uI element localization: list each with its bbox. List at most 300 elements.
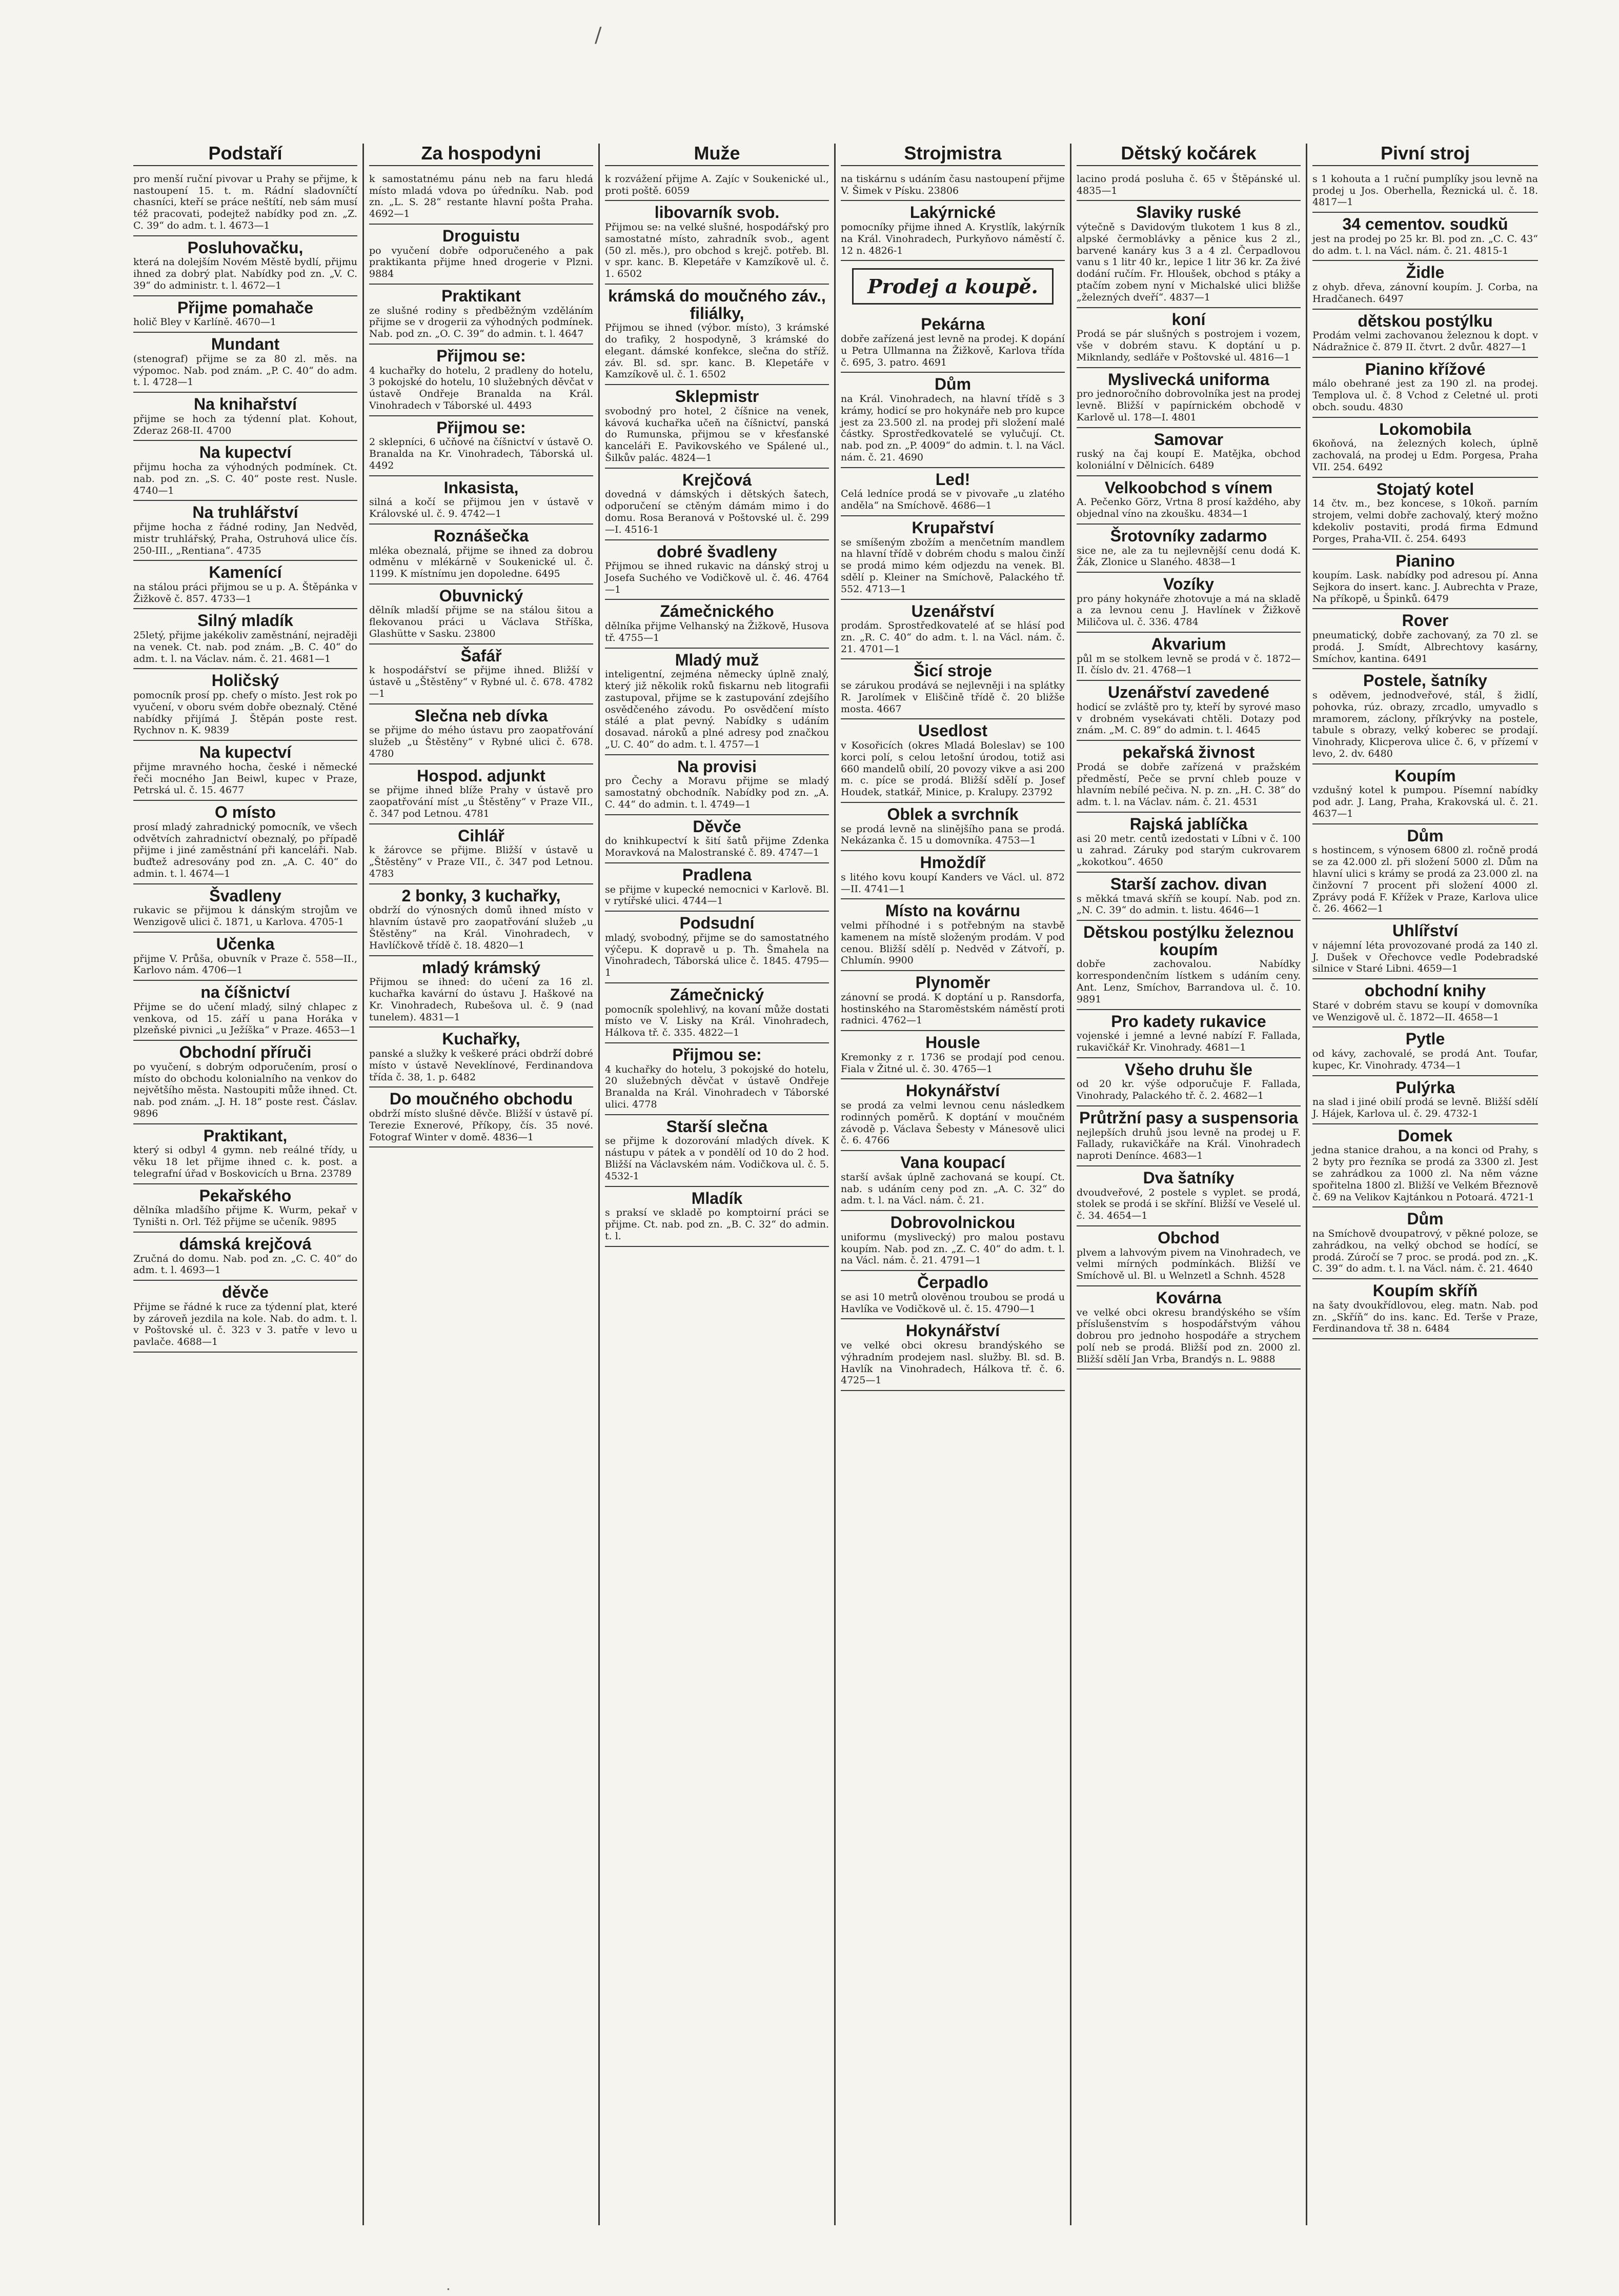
ad-heading: Hospod. adjunkt — [417, 766, 545, 785]
ad-text: 4 kuchařky do hotelu, 3 pokojské do hotelu, 20 služebných děvčat v ústavě Ondřeje Branalda na Král. Vinohradech v Táborské ulici. 4778 — [605, 1063, 829, 1110]
ad-heading: Usedlost — [918, 721, 988, 740]
column-heading: Podstaří — [133, 144, 357, 166]
classified-ad — [1312, 824, 1538, 919]
ad-text: obdrží do výnosných domů ihned místo v hlavním ústavě pro zaopatřování služeb „u Štěstěny“ na Král. Vinohradech, v Havlíčkově třídě č. 18. 4820—1 — [369, 904, 593, 951]
ad-text: Prodá se pár slušných s postrojem i vozem, vše v dobrém stavu. K doptání u p. Miknlandy, sedláře v Poštovské ul. 4816—1 — [1077, 328, 1301, 363]
ad-heading: Šrotovníky zadarmo — [1110, 526, 1267, 545]
classified-ad — [369, 525, 593, 585]
ad-heading: krámská do moučného záv., filiálky, — [608, 286, 826, 323]
classified-ad — [1077, 308, 1301, 368]
ad-text: do knihkupectví k šití šatů přijme Zdenka Moravková na Malostranské č. 89. 4747—1 — [605, 835, 829, 859]
ad-heading: 2 bonky, 3 kuchařky, — [401, 886, 561, 905]
classified-ad — [1312, 1279, 1538, 1339]
ad-text: svobodný pro hotel, 2 číšnice na venek, kávová kuchařka učeň na číšnictví, panská do Rumunska, přijmou se v křesťanské kanceláři E. Pavikovského ve Spálené ul., Šilkův palác. 4824—1 — [605, 405, 829, 464]
classified-ad — [841, 719, 1065, 803]
ad-heading: Inkasista, — [443, 478, 519, 497]
ad-heading: Zámečnický — [670, 985, 764, 1004]
ad-text: 4 kuchařky do hotelu, 2 pradleny do hotelu, 3 pokojské do hotelu, 10 služebných děvčat v ústavě Ondřeje Branalda na Král. Vinohradech v Táborské ul. 4493 — [369, 365, 593, 411]
classified-ad — [1077, 813, 1301, 873]
classified-ad — [841, 170, 1065, 202]
classified-ad — [133, 741, 357, 801]
ad-heading: Velkoobchod s vínem — [1104, 478, 1273, 497]
ad-text: Staré v dobrém stavu se koupí v domovníka ve Wenzigově ul. č. 1872—II. 4658—1 — [1312, 999, 1538, 1023]
classified-ad — [369, 704, 593, 764]
ad-text: který si odbyl 4 gymn. neb reálné třídy, u věku 18 let přijme ihned c. k. post. a telegrafní úřad v Boskovicích u Brna. 23789 — [133, 1144, 357, 1179]
section-banner: Prodej a koupě. — [852, 268, 1054, 305]
ad-text: 6koňová, na železných kolech, úplně zachovalá, na prodej u Edm. Porgesa, Praha VII. 254. 6492 — [1312, 438, 1538, 473]
ad-heading: Akvarium — [1151, 635, 1226, 654]
ad-text: dobře zařízená jest levně na prodej. K dopání u Petra Ullmanna na Žižkově, Karlova třída č. 695, 3. patro. 4691 — [841, 333, 1065, 368]
classified-ad — [133, 296, 357, 333]
ad-heading: Pulýrka — [1395, 1078, 1455, 1097]
ad-heading: Na truhlářství — [192, 503, 298, 522]
ad-heading: koní — [1171, 310, 1206, 329]
ad-text: se smíšeným zbožím a menčetním mandlem na hlavní třídě v dobrém chodu s malou činží se prodá mimo kém odjezdu na venek. Bl. sdělí p. Kleiner na Smíchově, Palackého tř. 552. 4713—1 — [841, 536, 1065, 595]
ad-heading: Led! — [935, 470, 970, 489]
ad-heading: Mundant — [211, 335, 280, 354]
classified-ad — [605, 1043, 829, 1115]
ad-heading: Koupím skříň — [1372, 1281, 1478, 1300]
ad-heading: Cihlář — [458, 826, 504, 845]
ad-heading: Roznášečka — [434, 526, 529, 545]
classified-ad — [133, 170, 357, 236]
ad-heading: Slaviky ruské — [1136, 203, 1241, 222]
ad-heading: Šicí stroje — [914, 661, 992, 680]
classified-ad — [605, 600, 829, 648]
ad-column-3 — [600, 144, 836, 2225]
classified-ad — [605, 540, 829, 600]
ad-text: velmi příhodné i s potřebným na stavbě kamenem na místě složeným prodám. V pod cenou. Bližší sdělí p. Nedvěd v Zátvoří, p. Chlumín. 9900 — [841, 920, 1065, 966]
ad-heading: Přijmou se: — [436, 346, 526, 365]
classified-ad — [1312, 1207, 1538, 1279]
ad-heading: Holičský — [211, 671, 279, 690]
classified-ad — [1077, 201, 1301, 308]
ad-heading: Plynoměr — [915, 973, 990, 992]
ad-heading: Krupařství — [912, 518, 994, 537]
ad-text: ruský na čaj koupí E. Matějka, obchod koloniální v Dělnicích. 6489 — [1077, 448, 1301, 471]
ad-text: sice ne, ale za tu nejlevnější cenu dodá K. Žák, Zlonice u Slaného. 4838—1 — [1077, 545, 1301, 568]
ad-text: Přijmou se ihned: do učení za 16 zl. kuchařka kavární do ústavu J. Haškové na Kr. Vinohradech, Rubešova ul. č. 9 (nad tunelem). 4831—1 — [369, 976, 593, 1023]
ad-text: se přijme v kupecké nemocnici v Karlově. Bl. v rytířské ulici. 4744—1 — [605, 883, 829, 907]
ad-heading: Dobrovolnickou — [890, 1213, 1016, 1232]
ad-heading: Myslivecká uniforma — [1108, 370, 1269, 389]
ad-heading: Přijmou se: — [436, 418, 526, 437]
ad-heading: Průtržní pasy a suspensoria — [1079, 1108, 1298, 1127]
classified-ad — [605, 385, 829, 469]
ad-heading: Slečna neb dívka — [414, 706, 548, 725]
classified-ad — [369, 170, 593, 225]
ad-heading: Domek — [1398, 1126, 1453, 1145]
classified-ad — [841, 201, 1065, 261]
ad-text: na stálou práci přijmou se u p. A. Štěpánka v Žižkově č. 857. 4733—1 — [133, 581, 357, 605]
ad-text: půl m se stolkem levně se prodá v č. 1872—II. číslo dv. 21. 4768—1 — [1077, 653, 1301, 676]
ad-heading: Sklepmistr — [675, 387, 759, 406]
ad-text: po vyučení dobře odporučeného a pak praktikanta přijme hned drogerie v Plzni. 9884 — [369, 245, 593, 280]
ad-text: pro pány hokynáře zhotovuje a má na skladě a za levnou cenu J. Havlínek v Žižkově Miličova ul. č. 336. 4784 — [1077, 593, 1301, 628]
classified-ad — [1077, 525, 1301, 573]
ad-text: s litého kovu koupí Kanders ve Václ. ul. 872—II. 4741—1 — [841, 871, 1065, 895]
classified-ad — [605, 1187, 829, 1247]
ad-heading: Housle — [925, 1033, 980, 1052]
ad-text: Celá ledníce prodá se v pivovaře „u zlatého anděla“ na Smíchově. 4686—1 — [841, 488, 1065, 512]
column-heading: Strojmistra — [841, 144, 1065, 166]
ad-text: dělník mladší přijme se na stálou šitou a flekovanou práci u Václava Stříška, Glashütte v Sasku. 23800 — [369, 605, 593, 640]
ad-column-5 — [1071, 144, 1307, 2225]
classified-ad — [133, 801, 357, 884]
ad-text: pro jednoročního dobrovolníka jest na prodej levně. Bližší v papírnickém obchodě v Karlově ul. 178—I. 4801 — [1077, 388, 1301, 423]
ad-text: na šaty dvoukřídlovou, eleg. matn. Nab. pod zn. „Skříň“ do ins. kanc. Ed. Terše v Praze, Ferdinandova tř. 38 n. 6484 — [1312, 1299, 1538, 1335]
classified-ad — [1312, 1076, 1538, 1124]
ad-text: na Král. Vinohradech, na hlavní třídě s 3 krámy, hodicí se pro hokynáře neb pro kupce jest za 23.500 zl. na prodej při složení malé částky. Sprostředkovatelé se vylučují. Ct. nab. pod zn. „P. 4009“ do admin. t. l. na Václ. nám. č. 21. 4690 — [841, 393, 1065, 463]
ad-text: se přijme do mého ústavu pro zaopatřování služeb „u Štěstěny“ v Rybné ulici č. 678. 4780 — [369, 724, 593, 760]
ad-heading: Posluhovačku, — [187, 238, 303, 257]
classified-ad — [369, 416, 593, 476]
ad-heading: Pytle — [1405, 1030, 1445, 1049]
ad-heading: Přijmou se: — [672, 1045, 762, 1064]
ad-text: (stenograf) přijme se za 80 zl. měs. na výpomoc. Nab. pod znám. „P. C. 40“ do adm. t. l. 4728—1 — [133, 353, 357, 388]
ad-heading: Uzenářství — [911, 601, 995, 620]
classified-ad — [369, 645, 593, 704]
ad-heading: Vozíky — [1163, 575, 1214, 594]
ad-text: 2 sklepníci, 6 učňové na číšnictví v ústavě O. Branalda na Kr. Vinohradech, Táborská ul. 4492 — [369, 436, 593, 471]
classified-ad — [841, 600, 1065, 660]
ad-heading: Stojatý kotel — [1376, 479, 1474, 498]
ad-heading: na číšnictví — [200, 983, 290, 1002]
classified-ad — [133, 609, 357, 669]
ad-heading: Starší slečna — [666, 1117, 768, 1136]
classified-ad — [841, 803, 1065, 851]
classified-ad — [133, 1233, 357, 1281]
ad-text: se přijme k dozorování mladých dívek. K nástupu v pátek a v pondělí od 10 do 2 hod. Bližší na Václavském nám. Vodičkova ul. č. 5. 4532-1 — [605, 1135, 829, 1182]
ad-heading: Pro kadety rukavice — [1111, 1012, 1266, 1031]
ad-heading: Na knihařství — [194, 395, 297, 414]
ad-heading: Děvče — [693, 817, 741, 836]
classified-ad — [605, 649, 829, 755]
ad-text: holič Bley v Karlíně. 4670—1 — [133, 316, 277, 328]
ad-text: pomocníky přijme ihned A. Krystlík, lakýrník na Král. Vinohradech, Purkyňovo náměstí č. 12 n. 4826-1 — [841, 221, 1065, 256]
classified-ad — [1077, 1166, 1301, 1226]
ad-text: pro Čechy a Moravu přijme se mladý samostatný obchodník. Nabídky pod zn. „A. C. 44“ do admin. t. l. 4749—1 — [605, 775, 829, 811]
classified-ad — [1312, 213, 1538, 261]
bottom-edge-mark: . — [446, 2277, 451, 2293]
ad-text: Zručná do domu. Nab. pod zn. „C. C. 40“ do adm. t. l. 4693—1 — [133, 1253, 357, 1276]
classified-ad — [841, 899, 1065, 971]
classified-ad — [1077, 1106, 1301, 1166]
classified-ad — [369, 285, 593, 345]
ad-heading: Pradlena — [682, 865, 752, 884]
classified-ad — [133, 561, 357, 609]
ad-text: Přijme se do učení mladý, silný chlapec z venkova, od 15. září u pana Horáka v plzeňské pivnici „u Ježíška“ v Praze. 4653—1 — [133, 1001, 357, 1036]
classified-ad — [605, 815, 829, 863]
ad-text: starší avšak úplně zachovaná se koupí. Ct. nab. s udáním ceny pod zn. „A. C. 32“ do adm. t. l. na Václ. nám. č. 21. — [841, 1171, 1065, 1206]
ad-columns — [128, 144, 1543, 2225]
classified-ad — [133, 501, 357, 561]
classified-ad — [369, 345, 593, 416]
column-heading: Muže — [605, 144, 829, 166]
ad-text: lacino prodá posluha č. 65 v Štěpánské ul. 4835—1 — [1077, 173, 1301, 196]
ad-text: přijme hocha z řádné rodiny, Jan Nedvěd, mistr truhlářský, Praha, Ostruhová ulice čís. 250-III., „Rentiana“. 4735 — [133, 521, 357, 556]
ad-heading: Učenka — [216, 935, 275, 953]
classified-ad — [1077, 476, 1301, 525]
classified-ad — [133, 933, 357, 981]
classified-ad — [133, 441, 357, 501]
classified-ad — [841, 1211, 1065, 1271]
classified-ad — [369, 1028, 593, 1087]
classified-ad — [1077, 681, 1301, 741]
classified-ad — [841, 1031, 1065, 1079]
classified-ad — [133, 1124, 357, 1184]
ad-text: uniformu (myslivecký) pro malou postavu koupím. Nab. pod zn. „Z. C. 40“ do adm. t. l. na Václ. nám. č. 21. 4791—1 — [841, 1231, 1065, 1266]
ad-text: 25letý, přijme jakékoliv zaměstnání, nejraději na venek. Ct. nab. pod znám. „B. C. 40“ do adm. t. l. na Václav. nám. č. 21. 4681—1 — [133, 630, 357, 664]
ad-heading: Kovárna — [1156, 1288, 1222, 1307]
ad-text: ve velké obci okresu brandýského se výhradním prodejem nasl. služby. Bl. sd. B. Havlík na Vinohradech, Hálkova tř. č. 6. 4725—1 — [841, 1339, 1065, 1386]
ad-heading: Koupím — [1394, 766, 1456, 785]
classified-ad — [1077, 428, 1301, 476]
classified-ad — [1077, 633, 1301, 681]
ad-heading: Přijme pomahače — [177, 298, 313, 317]
classified-ad — [369, 1087, 593, 1147]
ad-text: se přijme ihned blíže Prahy v ústavě pro zaopatřování míst „u Štěstěny“ v Praze VII., č. 347 pod Letnou. 4781 — [369, 784, 593, 820]
ad-text: se prodá levně na slinějšího pana se prodá. Nekázanka č. 15 u domovníka. 4753—1 — [841, 823, 1065, 847]
ad-heading: Oblek a svrchník — [887, 805, 1019, 824]
ad-text: která na dolejším Novém Městě bydlí, přijmu ihned za dobrý plat. Nabídky pod zn. „V. C. 39“ do administr. t. l. 4672—1 — [133, 256, 357, 291]
ad-text: jest na prodej po 25 kr. Bl. pod zn. „C. C. 43“ do adm. t. l. na Václ. nám. č. 21. 4815-1 — [1312, 233, 1538, 256]
ad-text: panské a služky k veškeré práci obdrží dobré místo v ústavě Neveklínové, Ferdinandova třída č. 38, 1. p. 6482 — [369, 1048, 593, 1083]
column-heading: Za hospodyni — [369, 144, 593, 166]
ad-text: hodicí se zvláště pro ty, kteří by syrové maso v drobném vysekávati chtěli. Dotazy pod znám. „M. C. 89“ do admin. t. l. 4645 — [1077, 701, 1301, 736]
ad-heading: Samovar — [1153, 430, 1224, 449]
classified-ad — [133, 669, 357, 741]
ad-heading: Pekárna — [921, 315, 985, 334]
classified-ad — [1077, 921, 1301, 1010]
ad-heading: Hmoždíř — [920, 853, 986, 872]
ad-text: nejlepších druhů jsou levně na prodej u F. Fallady, rukavičkáře na Král. Vinohradech naproti Denínce. 4683—1 — [1077, 1126, 1301, 1162]
ad-heading: Zámečnického — [660, 602, 774, 621]
classified-ad — [605, 912, 829, 983]
ad-heading: dětskou postýlku — [1358, 311, 1493, 330]
classified-ad — [841, 971, 1065, 1031]
ad-text: přijmu hocha za výhodných podmínek. Ct. nab. pod zn. „S. C. 40“ poste rest. Nusle. 4740—1 — [133, 461, 357, 496]
ad-heading: Droguistu — [442, 226, 520, 245]
classified-ad — [1312, 418, 1538, 478]
ad-text: rukavic se přijmou k dánským strojům ve Wenzigově ulici č. 1871, u Karlova. 4705-1 — [133, 904, 357, 928]
ad-heading: Obchod — [1158, 1228, 1220, 1247]
ad-text: koupím. Lask. nabídky pod adresou pí. Anna Sejkora do insert. kanc. J. Aubrechta v Praze, Na příkopě, u Špinků. 6479 — [1312, 570, 1538, 605]
ad-text: od kávy, zachovalé, se prodá Ant. Toufar, kupec, Kr. Vinohrady. 4734—1 — [1312, 1048, 1538, 1071]
classified-ad — [1312, 310, 1538, 358]
classified-ad — [1312, 1028, 1538, 1076]
ad-text: s měkká tmavá skříň se koupí. Nab. pod zn. „N. C. 39“ do admin. t. listu. 4646—1 — [1077, 893, 1301, 916]
ad-text: se asi 10 metrů olověnou troubou se prodá u Havlíka ve Vodičkově ul. č. 15. 4790—1 — [841, 1291, 1065, 1315]
ad-heading: Uzenářství zavedené — [1108, 683, 1269, 702]
ad-heading: Uhlířství — [1392, 921, 1459, 940]
column-heading: Dětský kočárek — [1077, 144, 1301, 166]
classified-ad — [605, 1115, 829, 1187]
classified-ad — [1312, 979, 1538, 1028]
ad-column-2 — [364, 144, 600, 2225]
classified-ad — [133, 981, 357, 1041]
classified-ad — [1312, 1124, 1538, 1208]
classified-ad — [1077, 1286, 1301, 1370]
ad-heading: dámská krejčová — [179, 1234, 312, 1253]
classified-ad — [605, 170, 829, 202]
classified-ad — [841, 1151, 1065, 1211]
ad-heading: Rover — [1402, 611, 1449, 630]
ad-heading: 34 cementov. soudkŭ — [1342, 215, 1508, 234]
ad-column-4 — [836, 144, 1071, 2225]
ad-text: pomocník prosí pp. chefy o místo. Jest rok po vyučení, v oboru svém dobře obeznalý. Ctěné nabídky přijímá J. Štěpán poste rest. Rychnov n. K. 9839 — [133, 690, 357, 736]
ad-heading: Dům — [1407, 826, 1444, 845]
classified-ad — [841, 313, 1065, 373]
classified-ad — [1077, 741, 1301, 813]
ad-heading: Starší zachov. divan — [1110, 875, 1267, 894]
ad-heading: Praktikant — [441, 286, 521, 305]
classified-ad — [841, 851, 1065, 899]
column-heading: Pivní stroj — [1312, 144, 1538, 166]
ad-text: se prodá za velmi levnou cenu následkem rodinných poměrů. K doptání v moučném závodě p. Václava Šebesty v Mánesově ulici č. 6. 4766 — [841, 1099, 1065, 1146]
ad-heading: Krejčová — [682, 470, 752, 489]
ad-heading: O místo — [214, 803, 276, 822]
ad-heading: Dětskou postýlku železnou koupím — [1083, 923, 1294, 959]
ad-text: ve velké obci okresu brandýského se vším příslušenstvím s hospodářstvým váhou dobrou pro jednoho hospodáře a strychem polí neb se prodá. Bližší pod zn. 2000 zl. Bližší sdělí Jan Vrba, Brandýs n. L. 9888 — [1077, 1306, 1301, 1365]
ad-text: ze slušné rodiny s předběžným vzděláním přijme se v drogerii za výhodných podmínek. Nab. pod zn. „O. C. 39“ do admin. t. l. 4647 — [369, 305, 593, 340]
classified-ad — [133, 884, 357, 933]
ad-heading: Podsudní — [679, 914, 755, 933]
classified-ad — [1312, 358, 1538, 418]
ad-heading: Šafář — [460, 646, 502, 665]
ad-heading: Švadleny — [209, 886, 281, 905]
ad-heading: Pianino — [1395, 551, 1455, 570]
ad-text: s hostincem, s výnosem 6800 zl. ročně prodá se za 42.000 zl. při složení 5000 zl. Dům na hlavní ulici s krámy se prodá za 23.000 zl. na činžovní 7 procent při složení 4000 zl. Zprávy podá F. Křížek v Praze, Karlova ulice č. 26. 4662—1 — [1312, 844, 1538, 915]
classified-ad — [605, 983, 829, 1043]
ad-text: pomocník spolehlivý, na kovaní může dostati místo ve V. Lisky na Král. Vinohradech, Hálkova tř. č. 335. 4822—1 — [605, 1003, 829, 1039]
classified-ad — [369, 225, 593, 285]
ad-text: v Kosořicích (okres Mladá Boleslav) se 100 korci polí, s celou letošní úrodou, totiž asi 660 mandelů obilí, 20 povozy vikve a asi 200 m. c. píce se prodá. Bližší sdělí p. Josef Houdek, statkář, Minice, p. Kralupy. 23792 — [841, 740, 1065, 798]
classified-ad — [841, 1079, 1065, 1151]
ad-text: Přijmou se ihned (výbor. místo), 3 krámské do trafiky, 2 hospodyně, 3 krámské do elegant. dámské konfekce, slečna do stříž. záv. Bl. sd. spr. kanc. B. Klepetáře v Kamzíkově ul. č. 1. 6502 — [605, 322, 829, 380]
top-edge-mark: / — [595, 24, 602, 47]
ad-text: vojenské i jemné a levné nabízí F. Fallada, rukavičkář Kr. Vinohrady. 4681—1 — [1077, 1030, 1301, 1053]
ad-text: prosí mladý zahradnický pomocník, ve všech odvětvích zahradnictví obeznalý, po případě přijme i jiné zaměstnání při kanceláři. Nab. buďtež adresovány pod zn. „A. C. 40“ do admin. t. l. 4674—1 — [133, 821, 357, 880]
classified-ad — [369, 956, 593, 1028]
ad-column-6 — [1307, 144, 1543, 2225]
classified-ad — [605, 285, 829, 385]
ad-text: pro menší ruční pivovar u Prahy se přijme, k nastoupení 15. t. m. Rádní sladovníčtí chasníci, kteří se práce neštítí, neb sám musí též pracovati, podejtež nabídky pod zn. „Z. C. 39“ do adm. t. l. 4673—1 — [133, 173, 357, 231]
classified-ad — [1312, 170, 1538, 213]
ad-text: dělníka mladšího přijme K. Wurm, pekař v Tyništi n. Orl. Též přijme se učeník. 9895 — [133, 1204, 357, 1228]
classified-ad — [1077, 873, 1301, 921]
classified-ad — [1077, 368, 1301, 428]
classified-ad — [369, 585, 593, 645]
ad-text: v nájemní létа provozované prodá za 140 zl. J. Dušek v Ořechovce vedle Podebradské silnice v Staré Libni. 4659—1 — [1312, 939, 1538, 975]
ad-text: Kremonky z r. 1736 se prodají pod cenou. Fiala v Žitné ul. č. 30. 4765—1 — [841, 1051, 1065, 1075]
ad-heading: Dům — [1407, 1210, 1444, 1228]
ad-heading: mladý krámský — [421, 958, 541, 977]
ad-text: vzdušný kotel k pumpou. Písemní nabídky pod adr. J. Lang, Praha, Krakovská ul. č. 21. 4637—1 — [1312, 784, 1538, 820]
ad-text: s oděvem, jednodveřové, stál, š židlí, pohovka, rúz. obrazy, zrcadlo, umyvadlo s mramorem, záclony, příkrývky na postele, tabule s obrazy, velký koberec se prodají. Vinohrady, Klicperova ulice č. 6, v přízemí v levo, 2. dv. 6480 — [1312, 690, 1538, 760]
ad-text: na Smíchově dvoupatrový, v pěkné poloze, se zahrádkou, na velký obchod se hodící, se prodá. Zúročí se 7 proc. se prodá. pod zn. „K. C. 39“ do adm. t. l. na Václ. nám. č. 21. 4640 — [1312, 1227, 1538, 1275]
ad-heading: Židle — [1406, 263, 1445, 282]
classified-ad — [1077, 1058, 1301, 1106]
classified-ad — [369, 884, 593, 956]
classified-ad — [133, 393, 357, 441]
ad-text: na slad i jiné obilí prodá se levně. Bližší sdělí J. Hájek, Karlova ul. č. 29. 4732-1 — [1312, 1096, 1538, 1119]
ad-text: se zárukou prodává se nejlevněji i na splátky R. Jarolímek v Eliščině třídě č. 20 bližše mosta. 4667 — [841, 680, 1065, 715]
classified-ad — [1312, 609, 1538, 669]
ad-heading: Všeho druhu šle — [1125, 1060, 1252, 1079]
classified-ad — [1077, 573, 1301, 633]
ad-text: silná a kočí se přijmou jen v ústavě v Královské ul. č. 9. 4742—1 — [369, 496, 593, 520]
ad-text: po vyučení, s dobrým odporučením, prosí o místo do obchodu kolonialního na venkov do největšího města. Nastoupiti může ihned. Ct. nab. pod znám. „J. H. 18“ poste rest. Čáslav. 9896 — [133, 1061, 357, 1119]
classified-ad — [1312, 550, 1538, 610]
ad-heading: Na kupectví — [199, 443, 292, 462]
ad-text: obdrží místo slušné děvče. Bližší v ústavě pí. Terezie Exnerové, Příkopy, čís. 35 nové. Fotograf Winter v domě. 4836—1 — [369, 1107, 593, 1143]
ad-heading: děvče — [222, 1283, 269, 1302]
ad-text: pneumatický, dobře zachovaný, za 70 zl. se prodá. J. Smídt, Albrechtovy kasárny, Smíchov, kantina. 6491 — [1312, 630, 1538, 664]
classified-ad — [133, 236, 357, 296]
ad-text: mladý, svobodný, přijme se do samostatného výčepu. K dopravě u p. Th. Šmahela na Vinohradech, Táborská ulice č. 1845. 4795—1 — [605, 932, 829, 979]
ad-text: plvem a lahvovým pivem na Vinohradech, ve velmi mírných podmínkách. Bližší ve Smíchově ul. Bl. u Welnzetl a Schnh. 4528 — [1077, 1246, 1301, 1282]
classified-ad — [133, 1184, 357, 1233]
ad-heading: Dva šatníky — [1143, 1168, 1235, 1187]
ad-text: z ohyb. dřeva, zánovní koupím. J. Corba, na Hradčanech. 6497 — [1312, 281, 1538, 305]
classified-ad — [1312, 669, 1538, 764]
ad-text: s 1 kohouta a 1 ruční pumplíky jsou levně na prodej u Jos. Oberhella, Řeznická ul. č. 18. 4817—1 — [1312, 173, 1538, 208]
classified-ad — [1312, 919, 1538, 979]
ad-text: málo obehrané jest za 190 zl. na prodej. Templova ul. č. 8 Vchod z Celetné ul. proti obch. soudu. 4830 — [1312, 378, 1538, 413]
ad-text: od 20 kr. výše odporučuje F. Fallada, Vinohrady, Palackého tř. č. 2. 4682—1 — [1077, 1078, 1301, 1102]
ad-text: Prodá se dobře zařízená v pražském předměstí, Peče se první chleb pouze v hlavním nebílé pečiva. N. p. zn. „H. C. 38“ do adm. t. l. na Václav. nám. č. 21. 4531 — [1077, 761, 1301, 808]
ad-text: Přijmou se ihned rukavic na dánský stroj u Josefa Suchého ve Vodičkově ul. č. 46. 4764—1 — [605, 560, 829, 595]
ad-text: asi 20 metr. centů izedostati v Líbni v č. 100 u zahrad. Záruky pod starým cukrovarem „kokotkou“. 4650 — [1077, 833, 1301, 868]
classified-ad — [841, 659, 1065, 719]
ad-text: zánovní se prodá. K doptání u p. Ransdorfa, hostinského na Staroměstském náměstí proti radnici. 4762—1 — [841, 991, 1065, 1026]
classified-ad — [1077, 1010, 1301, 1058]
ad-text: mléka obeznalá, přijme se ihned za dobrou odměnu v mlékárně v Soukenické ul. č. 1199. K místnímu jen dopoledne. 6495 — [369, 545, 593, 580]
classified-ad — [369, 764, 593, 824]
ad-text: přijme mravného hocha, české i německé řeči mocného Jan Beiwl, kupec v Praze, Petrská ul. č. 15. 4677 — [133, 761, 357, 796]
ad-text: výtečně s Davidovým tlukotem 1 kus 8 zl., alpské čermoblávky a pěnice kus 2 zl., barvené kanáry kus 3 a 4 zl. Čerpadlovou vanu s 1 litr 40 kr., lepice 1 litr 36 kr. Za živé dodání ručím. Fr. Hloušek, obchod s ptáky a ptačím zobem nyní v Michalské ulici bližše „železných dveří“. 4837—1 — [1077, 221, 1301, 303]
ad-text: dvoudveřové, 2 postele s vyplet. se prodá, stolek se prodá i se skříní. Bližší ve Veselé ul. č. 34. 4654—1 — [1077, 1186, 1301, 1222]
classified-ad — [369, 476, 593, 525]
ad-heading: Místo na kovárnu — [885, 901, 1021, 920]
ad-heading: Mladý muž — [675, 650, 759, 669]
ad-heading: Na provisi — [677, 757, 757, 776]
ad-heading: Pianino křížové — [1365, 359, 1486, 378]
ad-heading: Obuvnický — [439, 586, 523, 605]
ad-heading: Silný mladík — [197, 611, 293, 630]
classified-ad — [1077, 1226, 1301, 1286]
classified-ad — [605, 755, 829, 815]
ad-text: dělníka přijme Velhanský na Žižkově, Husova tř. 4755—1 — [605, 620, 829, 643]
ad-column-1 — [128, 144, 364, 2225]
ad-text: k samostatnému pánu neb na faru hledá místo mladá vdova po úředníku. Nab. pod zn. „L. S. 28“ restante hlavní pošta Praha. 4692—1 — [369, 173, 593, 220]
classified-ad — [1312, 261, 1538, 309]
ad-text: Přijme se řádné k ruce za týdenní plat, které by zároveň jezdila na kole. Nab. do adm. t. l. v Poštovské ul. č. 323 v 3. patře v levo u pavlače. 4688—1 — [133, 1301, 357, 1348]
classified-ad — [841, 373, 1065, 468]
ad-text: k žárovce se přijme. Bližší v ústavě u „Štěstěny“ v Praze VII., č. 347 pod Letnou. 4783 — [369, 844, 593, 880]
classified-ad — [605, 469, 829, 540]
ad-heading: Praktikant, — [203, 1126, 288, 1145]
ad-heading: Vana koupací — [900, 1153, 1005, 1172]
classified-ad — [133, 1041, 357, 1124]
ad-heading: Lokomobila — [1379, 419, 1471, 438]
classified-ad — [369, 824, 593, 884]
ad-heading: Na kupectví — [199, 743, 292, 762]
ad-text: prodám. Sprostředkovatelé ať se hlásí pod zn. „R. C. 40“ do adm. t. l. na Václ. nám. č. 21. 4701—1 — [841, 620, 1065, 655]
ad-text: 14 čtv. m., bez koncese, s 10koň. parním strojem, velmi dobře zachovalý, který možno kdekoliv postaviti, prodá firma Edmund Porges, Praha-VII. č. 254. 6493 — [1312, 498, 1538, 545]
ad-heading: Kamenící — [209, 563, 282, 582]
